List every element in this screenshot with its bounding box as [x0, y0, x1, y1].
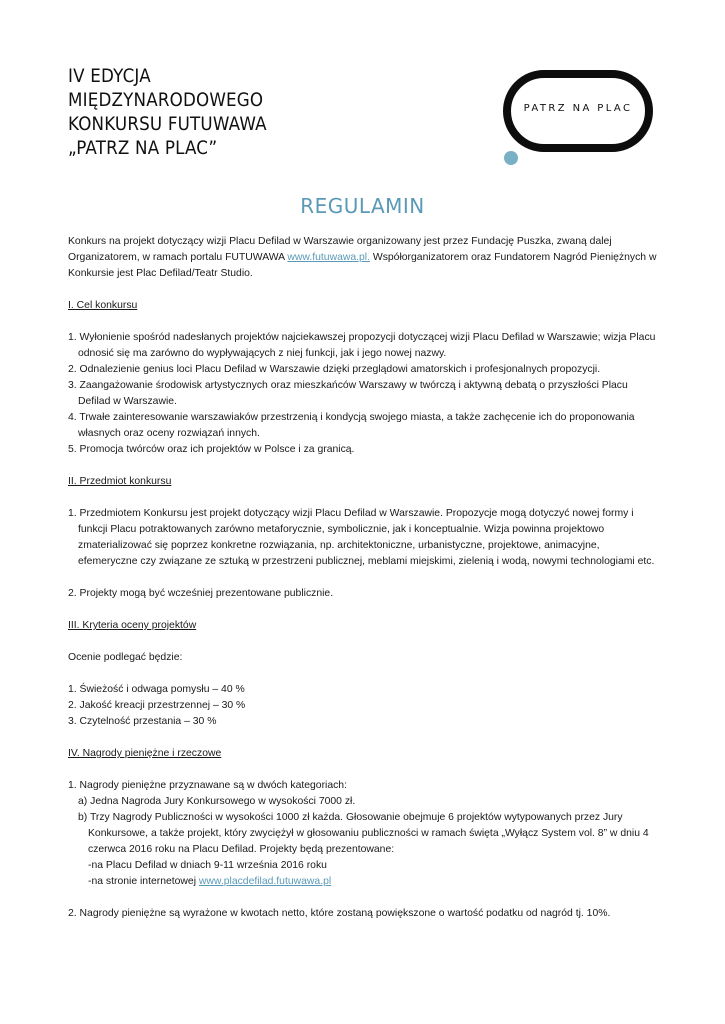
list-item: 2. Projekty mogą być wcześniej prezentowane publicznie.	[68, 588, 334, 599]
list-item: 1. Nagrody pieniężne przyznawane są w dwóch kategoriach:	[68, 780, 347, 791]
criteria-lead: Ocenie podlegać będzie:	[68, 652, 183, 663]
section-heading-goal: I. Cel konkursu	[68, 300, 138, 311]
placdefilad-link[interactable]: www.placdefilad.futuwawa.pl	[198, 876, 332, 887]
list-item: 3. Zaangażowanie środowisk artystycznych oraz mieszkańców Warszawy w twórczą i aktywną debatą o przyszłości Placu Defilad w Warszawie.	[68, 380, 628, 407]
list-item: 1. Świeżość i odwaga pomysłu – 40 %	[68, 684, 245, 695]
intro-text: Konkurs na projekt dotyczący wizji Placu Defilad w Warszawie organizowany jest przez Fundację Puszka, zwaną dalej Organizatorem, w ramach portalu FUTUWAWA	[68, 236, 612, 263]
document-title: REGULAMIN	[300, 194, 425, 218]
list-item: 3. Czytelność przestania – 30 %	[68, 716, 217, 727]
presentation-web	[68, 874, 658, 890]
patrz-na-plac-logo	[503, 70, 653, 152]
futuwawa-link[interactable]: www.futuwawa.pl.	[287, 252, 371, 263]
logo-dot	[504, 151, 518, 165]
list-item: 2. Odnalezienie genius loci Placu Defilad w Warszawie dzięki przeglądowi amatorskich i profesjonalnych propozycji.	[68, 364, 601, 375]
section-heading-subject: II. Przedmiot konkursu	[68, 476, 172, 487]
title-line-3: KONKURSU FUTUWAWA	[68, 113, 267, 135]
sub-item-b: b) Trzy Nagrody Publiczności w wysokości 1000 zł każda. Głosowanie obejmuje 6 projektów wytypowanych przez Jury Konkursowe, a także projekt, który zwyciężył w głosowaniu publiczności w ramach święta „Wyłącz System vol. 8” w dniu 4 czerwca 2016 roku na Placu Defilad. Projekty będą prezentowane:	[78, 812, 649, 855]
list-item: 1. Wyłonienie spośród nadesłanych projektów najciekawszej propozycji dotyczącej wizji Placu Defilad w Warszawie; wizja Placu odnosić się ma zarówno do wypływających z niej funkcji, jak i jego nowej nazwy.	[68, 332, 656, 359]
intro-text-end: Współorganizatorem oraz Fundatorem Nagród Pieniężnych w Konkursie jest Plac Defilad/Teatr Studio.	[68, 252, 657, 279]
list-item: 5. Promocja twórców oraz ich projektów w Polsce i za granicą.	[68, 444, 355, 455]
title-line-4: „PATRZ NA PLAC”	[68, 137, 218, 159]
presentation-web-text: -na stronie internetowej	[88, 876, 199, 887]
intro-paragraph	[68, 234, 658, 282]
regulations-body	[68, 234, 658, 922]
section-heading-prizes: IV. Nagrody pieniężne i rzeczowe	[68, 748, 222, 759]
presentation-place: -na Placu Defilad w dniach 9-11 września 2016 roku	[88, 860, 327, 871]
list-item: 2. Nagrody pieniężne są wyrażone w kwotach netto, które zostaną powiększone o wartość podatku od nagród tj. 10%.	[68, 908, 611, 919]
list-item: 2. Jakość kreacji przestrzennej – 30 %	[68, 700, 246, 711]
logo-text: PATRZ NA PLAC	[523, 103, 633, 114]
sub-item-a: a) Jedna Nagroda Jury Konkursowego w wysokości 7000 zł.	[78, 796, 356, 807]
list-item: 1. Przedmiotem Konkursu jest projekt dotyczący wizji Placu Defilad w Warszawie. Propozycje mogą dotyczyć nowej formy i funkcji Placu potraktowanych zarówno metaforycznie, symbolicznie, jak i konceptualnie. Wizja powinna projektowo zmaterializować się poprzez konkretne rozwiązania, np. architektoniczne, urbanistyczne, projektowe, animacyjne, efemeryczne czy związane ze sztuką w przestrzeni publicznej, meblami miejskimi, zielenią i wodą, nowymi technologiami etc.	[68, 508, 655, 567]
title-line-2: MIĘDZYNARODOWEGO	[68, 89, 264, 111]
list-item: 4. Trwałe zainteresowanie warszawiaków przestrzenią i kondycją swojego miasta, a także zachęcenie ich do proponowania własnych oraz oceny rozwiązań innych.	[68, 412, 635, 439]
title-line-1: IV EDYCJA	[68, 65, 151, 87]
competition-title	[68, 64, 368, 160]
section-heading-criteria: III. Kryteria oceny projektów	[68, 620, 197, 631]
